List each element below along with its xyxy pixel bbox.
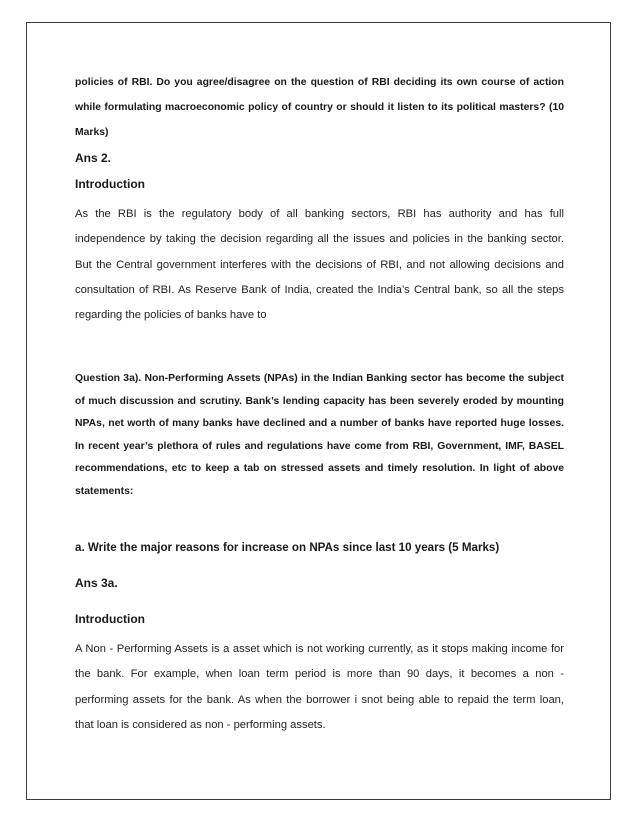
document-content [75, 70, 564, 738]
introduction-paragraph-1: As the RBI is the regulatory body of all banking sectors, RBI has authority and has full independence by taking the decision regarding all the issues and policies in the banking sector. But the Central government interferes with the decisions of RBI, and not allowing decisions and consultation of RBI. As Reserve Bank of India, created the India’s Central bank, so all the steps regarding the policies of banks have to [75, 208, 564, 322]
question-3a-text: Question 3a). Non-Performing Assets (NPAs) in the Indian Banking sector has become the subject of much discussion and scrutiny. Bank’s lending capacity has been severely eroded by mounting NPAs, net worth of many banks have declined and a number of banks have reported huge losses. In recent year’s plethora of rules and regulations have come from RBI, Government, IMF, BASEL recommendations, etc to keep a tab on stressed assets and timely resolution. In light of above statements: [75, 373, 564, 497]
question-2-text: policies of RBI. Do you agree/disagree on the question of RBI deciding its own course of action while formulating macroeconomic policy of country or should it listen to its political masters? (10 Marks) [75, 77, 564, 138]
introduction-paragraph-2: A Non - Performing Assets is a asset which is not working currently, as it stops making income for the bank. For example, when loan term period is more than 90 days, it becomes a non - performing assets for the bank. As when the borrower i snot being able to repaid the term loan, that loan is considered as non - performing assets. [75, 642, 564, 731]
introduction-heading-2: Introduction [75, 611, 145, 626]
answer-3a-label: Ans 3a. [75, 575, 118, 590]
answer-2-label: Ans 2. [75, 151, 112, 165]
sub-question-a: a. Write the major reasons for increase on NPAs since last 10 years (5 Marks) [75, 540, 500, 554]
introduction-heading-1: Introduction [75, 177, 145, 191]
